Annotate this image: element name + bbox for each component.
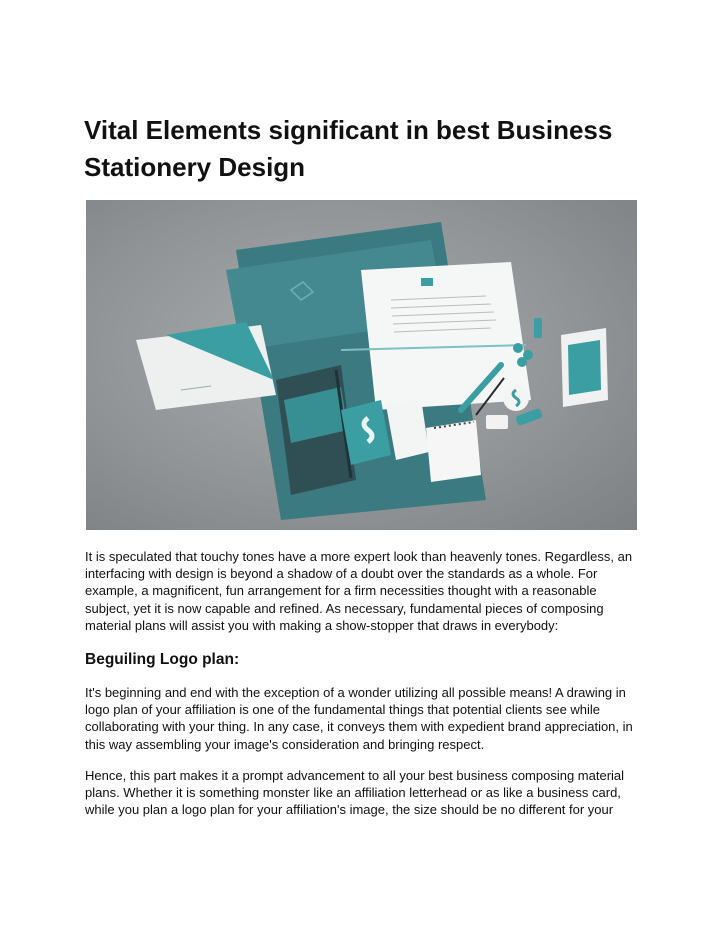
logo-paragraph-2: Hence, this part makes it a prompt advancement to all your best business composing material plans. Whether it is something monster like an affiliation letterhead or as like a business card, while you plan a logo plan for your affiliation's image, the size should be no different for your	[85, 768, 625, 818]
envelope-graphic	[136, 322, 276, 410]
stationery-mockup-image	[86, 200, 637, 530]
section-heading: Beguiling Logo plan:	[85, 651, 240, 668]
notepad-graphic	[426, 420, 481, 482]
phone-graphic	[561, 328, 608, 407]
title-line-2: Stationery Design	[84, 152, 306, 182]
title-line-1: Vital Elements significant in best Business	[84, 115, 613, 145]
logo-paragraph-1: It's beginning and end with the exception of a wonder utilizing all possible means! A drawing in logo plan of your affiliation is one of the fundamental things that potential clients see while collaborating with your thing. In any case, it conveys them with expedient brand appreciation, in this way assembling your image's consideration and bringing respect.	[85, 685, 633, 752]
article-title	[84, 112, 644, 186]
stationery-illustration	[86, 200, 637, 530]
intro-paragraph: It is speculated that touchy tones have a more expert look than heavenly tones. Regardless, an interfacing with design is beyond a shadow of a doubt over the standards as a whole. For example, a magnificent, fun arrangement for a firm necessities thought with a reasonable subject, yet it is now capable and refined. As necessary, fundamental pieces of composing material plans will assist you with making a show-stopper that draws in everybody:	[85, 549, 633, 633]
